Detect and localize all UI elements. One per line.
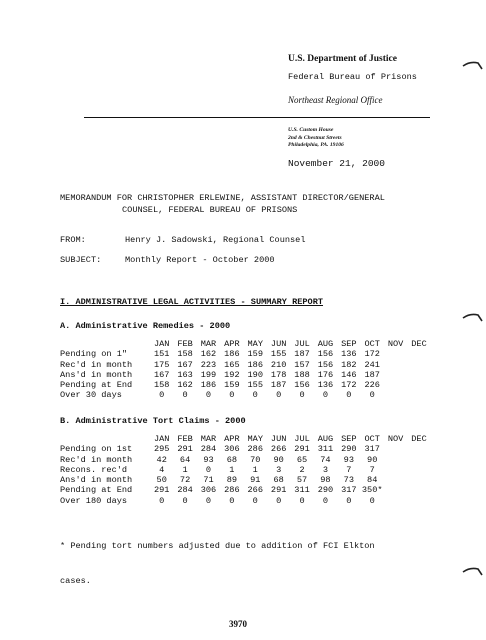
table-cell: 93 [343,454,354,465]
table-cell: 91 [250,475,261,486]
tort-title: B. Administrative Tort Claims - 2000 [60,416,246,426]
footnote [60,518,375,599]
row-label: Ans'd in month [60,475,133,486]
tort-table [60,434,431,506]
footnote-line: cases. [60,575,91,586]
month-header: OCT [364,339,380,349]
table-cell: 163 [177,369,193,380]
month-header: NOV [387,339,404,349]
table-cell: 50 [156,475,167,486]
table-row [60,475,431,485]
row-label: Ans'd in month [60,369,133,380]
table-cell: 0 [299,390,305,401]
table-row [60,349,431,359]
table-cell: 317 [364,444,380,455]
department-name: U.S. Department of Justice [288,54,397,64]
month-header: AUG [317,339,334,349]
table-cell: 64 [179,454,191,465]
table-cell: 72 [179,475,191,486]
office-name: Northeast Regional Office [288,95,383,105]
table-row [60,455,431,465]
table-cell: 159 [224,380,240,391]
table-cell: 70 [250,454,261,465]
table-cell [384,455,407,465]
table-row [60,370,431,380]
row-label: Pending on 1st [60,444,133,455]
table-cell [407,475,430,485]
table-cell: 156 [294,380,310,391]
table-cell: 162 [177,380,193,391]
table-cell: 68 [226,454,238,465]
table-cell: 155 [247,380,263,391]
table-cell: 71 [203,475,214,486]
table-cell [407,496,430,506]
month-header: DEC [411,434,427,444]
table-cell: 73 [343,475,354,486]
month-header: MAY [247,434,263,444]
table-cell: 266 [247,485,263,496]
table-row [60,444,431,454]
table-cell: 350* [361,485,383,496]
table-row [60,380,431,390]
from-label: FROM: [60,235,86,245]
month-header: MAY [247,339,263,349]
table-cell: 317 [341,485,357,496]
address-line: 2nd & Chestnut Streets [288,134,342,141]
table-cell: 186 [247,359,263,370]
month-header: FEB [177,339,193,349]
table-cell: 241 [364,359,380,370]
table-cell: 1 [182,464,188,475]
table-cell: 93 [203,454,214,465]
memo-date: November 21, 2000 [288,158,385,169]
month-header: SEP [341,434,357,444]
table-cell: 226 [364,380,380,391]
table-cell: 291 [270,485,287,496]
table-cell: 306 [200,485,217,496]
subject-label: SUBJECT: [60,255,102,265]
table-cell: 284 [177,485,193,496]
table-cell [407,370,430,380]
table-cell: 175 [153,359,170,370]
table-cell: 0 [182,390,188,401]
table-cell [384,475,407,485]
table-cell: 0 [252,390,258,401]
table-cell: 311 [294,485,310,496]
table-cell: 172 [364,349,380,360]
row-label: Recons. rec'd [60,464,128,475]
header-blank [60,434,150,444]
remedies-rows [60,349,431,400]
table-cell: 167 [153,369,170,380]
table-cell: 0 [322,495,329,506]
table-cell: 7 [369,464,375,475]
table-cell: 162 [200,349,217,360]
table-cell: 156 [317,349,334,360]
table-row [60,485,431,495]
table-cell: 172 [341,380,357,391]
month-header: MAR [200,434,217,444]
table-cell: 0 [159,495,165,506]
table-cell: 0 [159,390,165,401]
table-cell: 3 [276,464,282,475]
remedies-table [60,339,431,401]
table-row [60,360,431,370]
table-cell: 286 [224,485,240,496]
table-row [60,390,431,400]
table-cell: 291 [153,485,170,496]
table-cell: 0 [252,495,258,506]
table-cell: 0 [182,495,188,506]
table-cell: 151 [153,349,170,360]
table-cell: 1 [252,464,258,475]
tort-rows [60,444,431,506]
table-cell: 199 [200,369,217,380]
table-cell: 291 [177,444,193,455]
table-cell: 284 [200,444,217,455]
table-cell: 0 [276,495,282,506]
table-cell [407,349,430,359]
month-header: JUL [294,339,310,349]
table-cell: 159 [247,349,263,360]
month-header: APR [224,434,240,444]
table-cell: 90 [273,454,284,465]
month-header: DEC [411,339,427,349]
section-heading: I. ADMINISTRATIVE LEGAL ACTIVITIES - SUMMARY REPORT [60,297,324,307]
month-header: JUN [270,434,287,444]
scan-mark-icon [462,312,484,322]
table-cell: 3 [322,464,329,475]
row-label: Rec'd in month [60,454,133,465]
subject-value: Monthly Report - October 2000 [125,255,275,265]
table-cell [407,360,430,370]
table-cell: 57 [296,475,308,486]
table-cell [384,444,407,454]
table-header-row [60,434,431,444]
table-cell: 0 [205,390,212,401]
table-cell: 187 [294,349,310,360]
office-address [288,127,344,150]
table-cell: 0 [229,390,235,401]
table-cell: 178 [270,369,287,380]
row-label: Rec'd in month [60,359,133,370]
table-cell [407,485,430,495]
table-cell [384,485,407,495]
address-line: Philadelphia, PA. 19106 [288,142,344,148]
scan-mark-icon [462,566,484,576]
table-cell [384,360,407,370]
table-cell [384,380,407,390]
table-cell: 210 [270,359,287,370]
table-cell [384,349,407,359]
table-cell: 223 [200,359,217,370]
table-cell: 291 [294,444,310,455]
memo-recipient-line-2: COUNSEL, FEDERAL BUREAU OF PRISONS [122,205,298,215]
table-cell: 0 [369,495,375,506]
table-cell: 306 [224,444,240,455]
table-cell: 155 [270,349,287,360]
page-number: 3970 [229,619,247,629]
table-cell: 290 [341,444,357,455]
table-cell: 295 [153,444,170,455]
table-cell: 2 [299,464,305,475]
table-cell: 158 [153,380,170,391]
row-label: Pending on 1" [60,349,128,360]
header-blank [60,339,150,349]
table-cell [407,465,430,475]
scan-mark-icon [462,60,484,70]
table-cell: 4 [159,464,165,475]
table-cell [384,496,407,506]
month-header: OCT [364,434,380,444]
table-cell [407,455,430,465]
table-cell: 187 [364,369,380,380]
table-cell: 0 [205,495,212,506]
table-cell: 0 [346,390,352,401]
table-cell: 186 [224,349,240,360]
table-cell [384,370,407,380]
month-header: JUN [270,339,287,349]
table-cell: 7 [346,464,352,475]
table-cell: 146 [341,369,357,380]
table-cell: 0 [276,390,282,401]
table-cell: 0 [229,495,235,506]
month-header: SEP [341,339,357,349]
row-label: Pending at End [60,485,133,496]
row-label: Pending at End [60,380,133,391]
table-cell: 84 [367,475,378,486]
table-cell: 188 [294,369,310,380]
table-cell: 74 [320,454,331,465]
month-header: JAN [153,339,170,349]
table-cell: 190 [247,369,263,380]
table-cell: 286 [247,444,263,455]
address-line: U.S. Custom House [288,127,334,133]
table-cell: 192 [224,369,240,380]
row-label: Over 30 days [60,390,122,401]
from-value: Henry J. Sadowski, Regional Counsel [125,235,306,245]
remedies-title: A. Administrative Remedies - 2000 [60,321,231,331]
month-header: JAN [153,434,170,444]
table-cell: 266 [270,444,287,455]
table-cell [407,390,430,400]
table-cell: 1 [229,464,235,475]
memo-recipient-line-1: MEMORANDUM FOR CHRISTOPHER ERLEWINE, ASSISTANT DIRECTOR/GENERAL [60,193,385,203]
table-cell: 136 [317,380,334,391]
table-cell: 182 [341,359,357,370]
table-cell: 167 [177,359,193,370]
table-cell [407,380,430,390]
table-cell: 311 [317,444,334,455]
table-cell: 42 [156,454,167,465]
table-cell [384,465,407,475]
table-cell: 98 [320,475,331,486]
row-label: Over 180 days [60,495,128,506]
footnote-line: * Pending tort numbers adjusted due to addition of FCI Elkton [60,541,375,551]
table-cell: 89 [226,475,238,486]
table-cell: 290 [317,485,334,496]
table-cell: 187 [270,380,287,391]
table-cell: 165 [224,359,240,370]
letterhead-divider [84,117,430,118]
table-cell: 65 [296,454,308,465]
table-cell: 186 [200,380,217,391]
table-cell: 90 [367,454,378,465]
table-cell [407,444,430,454]
table-cell: 0 [369,390,375,401]
table-cell: 0 [346,495,352,506]
month-header: JUL [294,434,310,444]
table-cell: 156 [317,359,334,370]
table-row [60,496,431,506]
month-header: MAR [200,339,217,349]
bureau-name: Federal Bureau of Prisons [288,72,417,82]
table-cell: 0 [299,495,305,506]
table-cell: 158 [177,349,193,360]
table-cell [384,390,407,400]
table-row [60,465,431,475]
month-header: NOV [387,434,404,444]
table-cell: 0 [205,464,212,475]
table-header-row [60,339,431,349]
month-header: AUG [317,434,334,444]
table-cell: 0 [322,390,329,401]
month-header: FEB [177,434,193,444]
table-cell: 68 [273,475,284,486]
table-cell: 136 [341,349,357,360]
month-header: APR [224,339,240,349]
table-cell: 157 [294,359,310,370]
table-cell: 176 [317,369,334,380]
